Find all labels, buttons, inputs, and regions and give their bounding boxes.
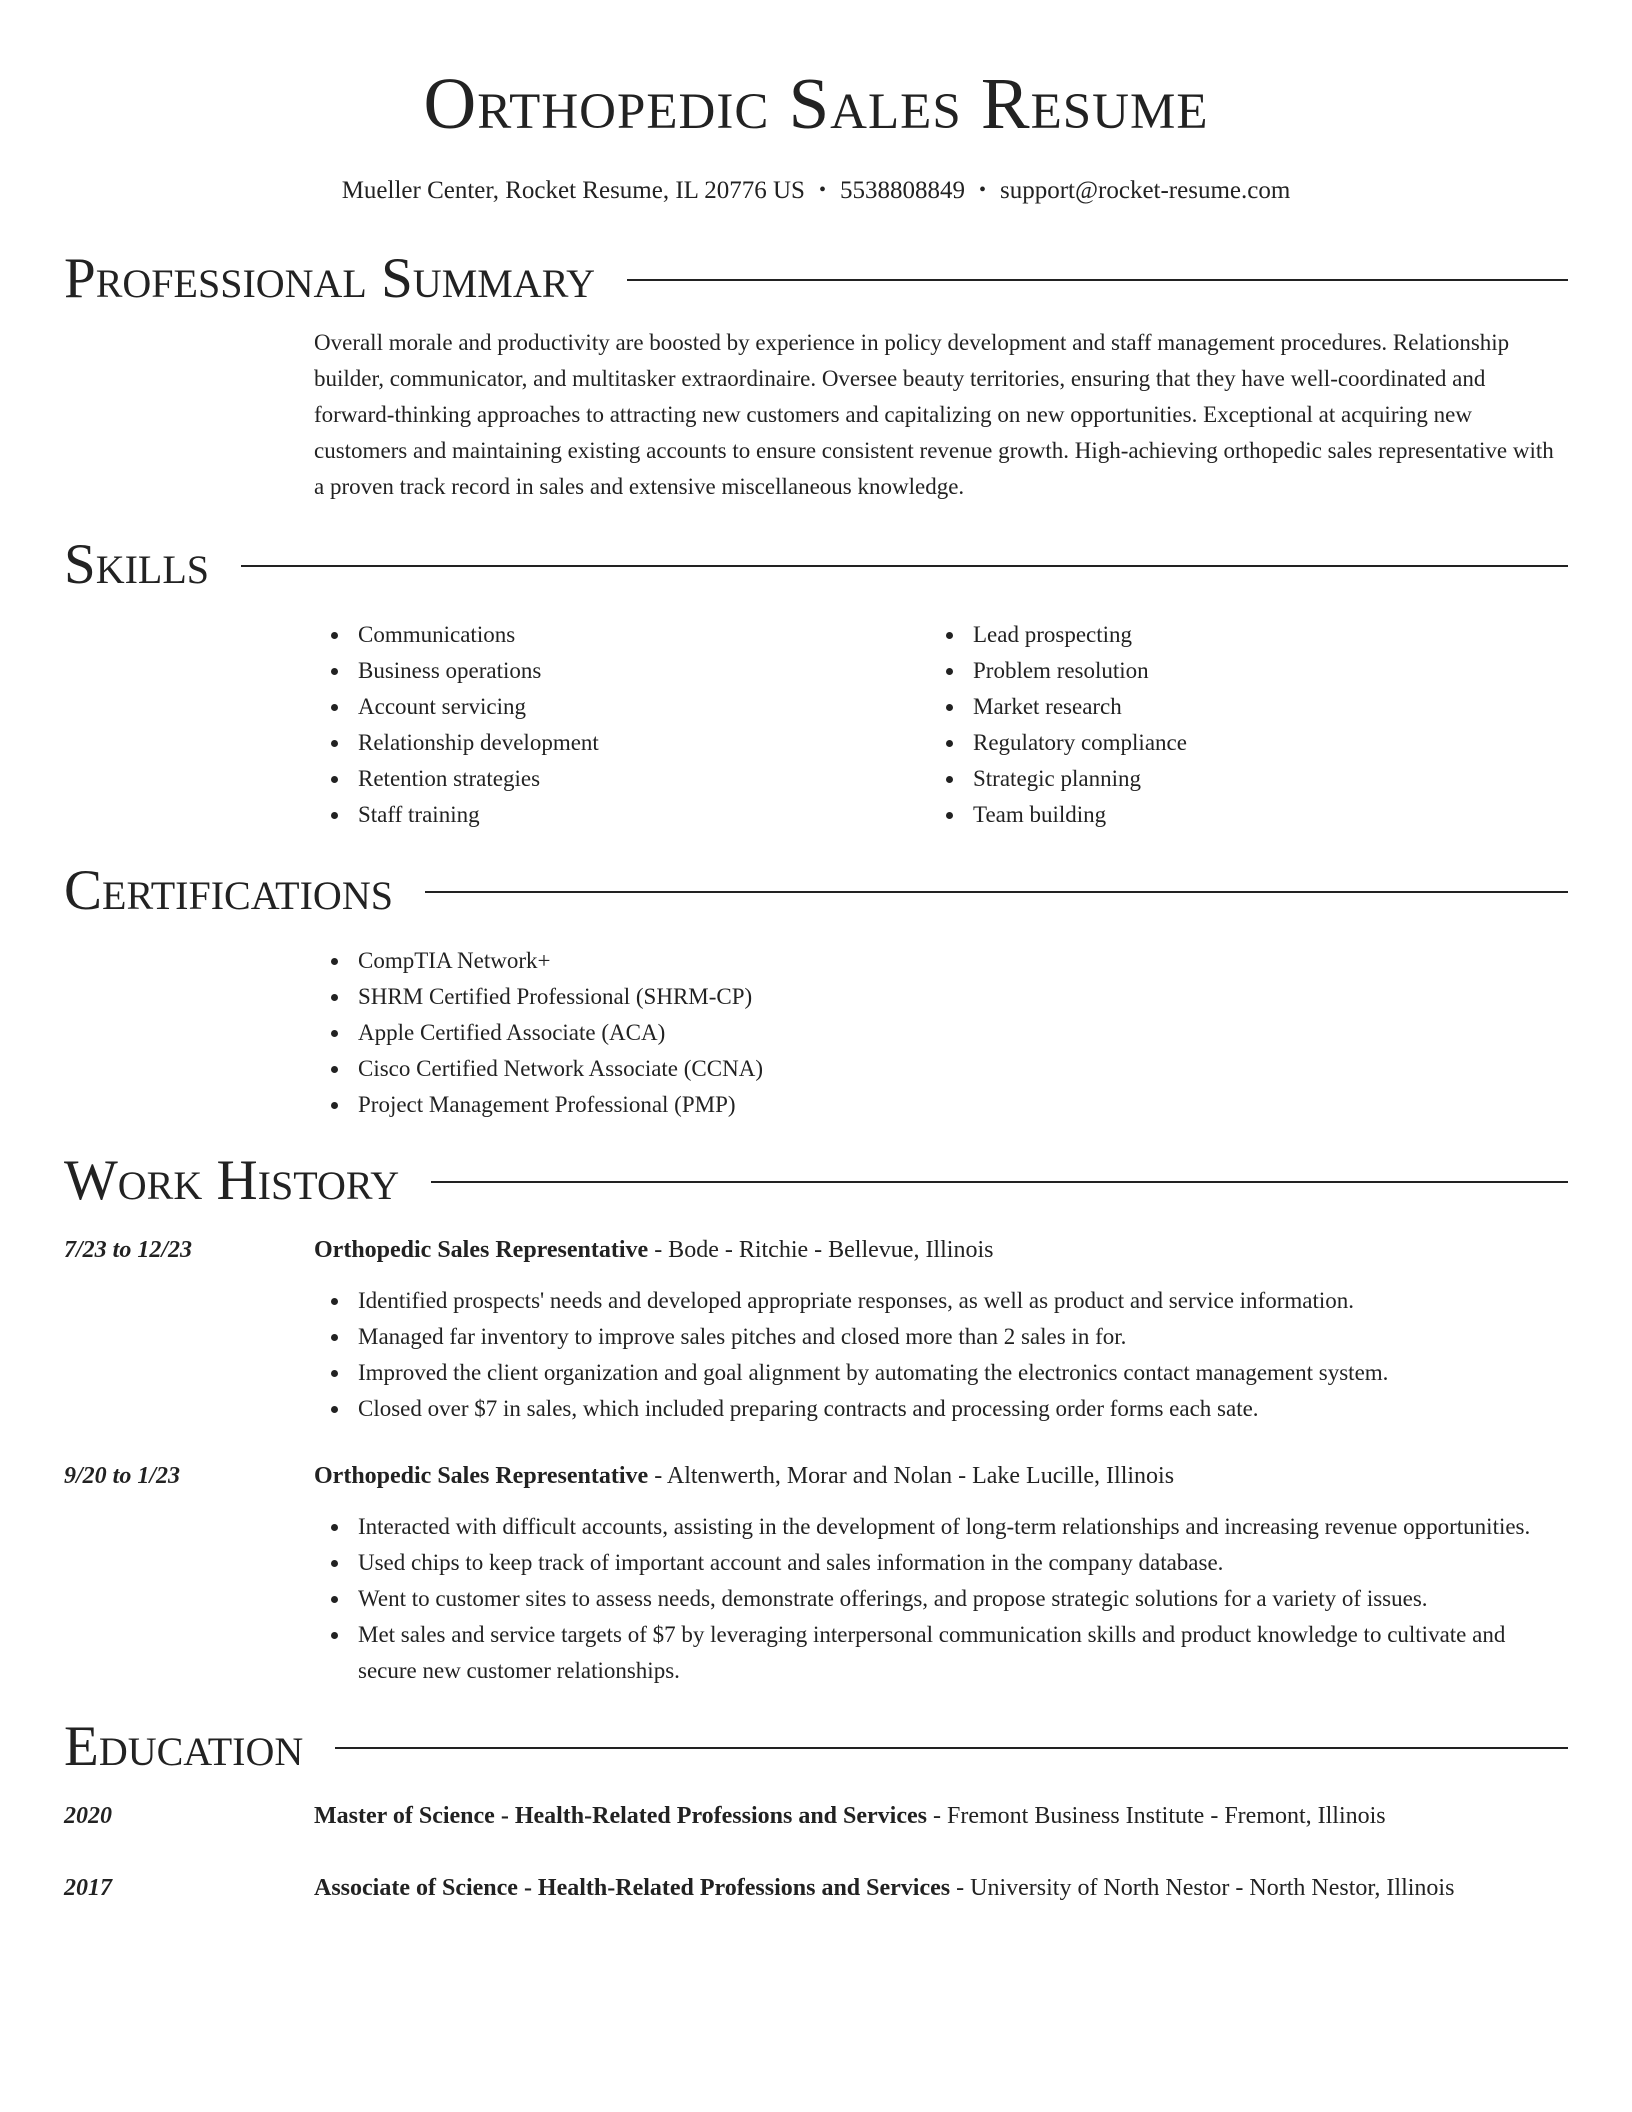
section-divider <box>627 279 1568 281</box>
degree-title: Master of Science - Health-Related Professions and Services <box>314 1803 927 1829</box>
skill-item: Staff training <box>358 797 929 833</box>
section-divider <box>335 1747 1568 1749</box>
education-entry-body <box>314 1869 1568 1907</box>
skills-section-header <box>64 533 1568 597</box>
resume-title: Orthopedic Sales Resume <box>423 63 1209 144</box>
summary-section-title: Professional Summary <box>64 247 596 310</box>
degree-title: Associate of Science - Health-Related Professions and Services <box>314 1875 951 1901</box>
education-section-title: Education <box>64 1715 304 1778</box>
work-section-header <box>64 1149 1568 1213</box>
skill-item: Team building <box>973 797 1544 833</box>
education-entry <box>64 1869 1568 1907</box>
work-bullet: Improved the client organization and goal alignment by automating the electronics contact management system. <box>358 1355 1568 1391</box>
work-entry-body <box>314 1457 1568 1689</box>
summary-block <box>314 325 1568 505</box>
work-bullet: Met sales and service targets of $7 by leveraging interpersonal communication skills and product knowledge to cultivate and secure new customer relationships. <box>358 1617 1568 1689</box>
education-year: 2017 <box>64 1875 112 1901</box>
education-entry-body <box>314 1797 1568 1835</box>
separator-dot: • <box>818 179 826 201</box>
skill-item: Strategic planning <box>973 761 1544 797</box>
school-details: - University of North Nestor - North Nestor, Illinois <box>950 1875 1455 1901</box>
skill-item: Business operations <box>358 653 929 689</box>
job-title: Orthopedic Sales Representative <box>314 1463 649 1489</box>
work-bullet: Interacted with difficult accounts, assisting in the development of long-term relationships and increasing revenue opportunities. <box>358 1509 1568 1545</box>
skill-item: Lead prospecting <box>973 617 1544 653</box>
education-heading <box>314 1869 1568 1907</box>
summary-text: Overall morale and productivity are boosted by experience in policy development and staff management procedures. Relationship builder, communicator, and multitasker extraordinaire. Oversee beauty territories, ensuring that they have well-coordinated and forward-thinking approaches to attracting new customers and capitalizing on new opportunities. Exceptional at acquiring new customers and maintaining existing accounts to ensure consistent revenue growth. High-achieving orthopedic sales representative with a proven track record in sales and extensive miscellaneous knowledge. <box>314 330 1554 499</box>
skill-item: Account servicing <box>358 689 929 725</box>
skills-section-title: Skills <box>64 533 210 596</box>
work-bullet: Identified prospects' needs and developed appropriate responses, as well as product and service information. <box>358 1283 1568 1319</box>
separator-dot: • <box>978 179 986 201</box>
skill-item: Market research <box>973 689 1544 725</box>
certification-item: Project Management Professional (PMP) <box>358 1087 1568 1123</box>
education-section-header <box>64 1715 1568 1779</box>
certifications-section-header <box>64 859 1568 923</box>
address: Mueller Center, Rocket Resume, IL 20776 US <box>341 177 805 204</box>
skill-item: Regulatory compliance <box>973 725 1544 761</box>
skill-item: Relationship development <box>358 725 929 761</box>
job-title: Orthopedic Sales Representative <box>314 1237 649 1263</box>
section-divider <box>425 891 1568 893</box>
work-heading <box>314 1231 1568 1269</box>
work-section-title: Work History <box>64 1149 400 1212</box>
work-date: 9/20 to 1/23 <box>64 1463 181 1489</box>
certification-item: SHRM Certified Professional (SHRM-CP) <box>358 979 1568 1015</box>
skills-column-right <box>929 617 1544 833</box>
work-entry-body <box>314 1231 1568 1427</box>
skill-item: Retention strategies <box>358 761 929 797</box>
skill-item: Communications <box>358 617 929 653</box>
job-employer: - Bode - Ritchie - Bellevue, Illinois <box>648 1237 994 1263</box>
section-divider <box>431 1181 1568 1183</box>
certification-item: Apple Certified Associate (ACA) <box>358 1015 1568 1051</box>
education-heading <box>314 1797 1568 1835</box>
work-bullet: Went to customer sites to assess needs, demonstrate offerings, and propose strategic solutions for a variety of issues. <box>358 1581 1568 1617</box>
certifications-block <box>314 943 1568 1123</box>
education-entry <box>64 1797 1568 1835</box>
skills-column-left <box>314 617 929 833</box>
certifications-section-title: Certifications <box>64 859 393 922</box>
section-divider <box>241 565 1568 567</box>
skill-item: Problem resolution <box>973 653 1544 689</box>
work-bullet: Used chips to keep track of important account and sales information in the company database. <box>358 1545 1568 1581</box>
school-details: - Fremont Business Institute - Fremont, Illinois <box>927 1803 1386 1829</box>
work-entry <box>64 1231 1568 1427</box>
certification-item: Cisco Certified Network Associate (CCNA) <box>358 1051 1568 1087</box>
work-date: 7/23 to 12/23 <box>64 1237 193 1263</box>
email: support@rocket-resume.com <box>1000 177 1291 204</box>
phone: 5538808849 <box>839 177 965 204</box>
work-bullet: Closed over $7 in sales, which included preparing contracts and processing order forms each sate. <box>358 1391 1568 1427</box>
certification-item: CompTIA Network+ <box>358 943 1568 979</box>
education-year: 2020 <box>64 1803 112 1829</box>
job-employer: - Altenwerth, Morar and Nolan - Lake Lucille, Illinois <box>648 1463 1175 1489</box>
work-bullet: Managed far inventory to improve sales pitches and closed more than 2 sales in for. <box>358 1319 1568 1355</box>
contact-line <box>64 174 1568 207</box>
summary-section-header <box>64 247 1568 311</box>
work-entry <box>64 1457 1568 1689</box>
work-heading <box>314 1457 1568 1495</box>
skills-grid <box>314 617 1568 833</box>
